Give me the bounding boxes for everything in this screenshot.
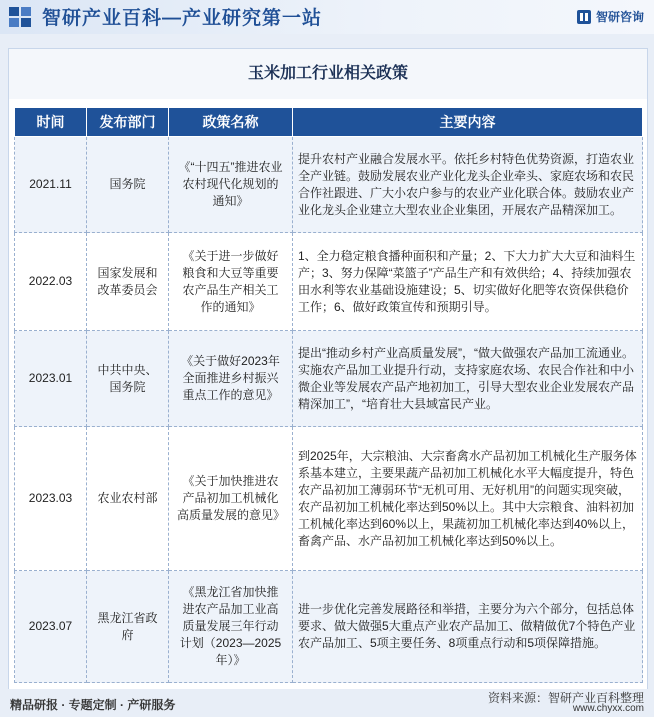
table-row [15, 571, 643, 683]
top-banner [0, 0, 654, 34]
cell-content: 进一步优化完善发展路径和举措，主要分为六个部分，包括总体要求、做大做强5大重点产业农产品加工、做精做优7个特色产业农产品加工、5项主要任务、8项重点行动和5项保障措施。 [293, 571, 643, 683]
cell-policy-name: 《关于做好2023年全面推进乡村振兴重点工作的意见》 [169, 331, 293, 427]
brand-name: 智研咨询 [595, 10, 644, 24]
cell-dept: 黑龙江省政府 [87, 571, 169, 683]
column-header-time: 时间 [15, 108, 87, 137]
cell-policy-name: 《黑龙江省加快推进农产品加工业高质量发展三年行动计划（2023—2025年）》 [169, 571, 293, 683]
cell-time: 2023.07 [15, 571, 87, 683]
table-row [15, 233, 643, 331]
table-header-row [15, 108, 643, 137]
card-title: 玉米加工行业相关政策 [9, 49, 647, 99]
cell-content: 1、全力稳定粮食播种面积和产量；2、下大力扩大大豆和油料生产；3、努力保障“菜篮子”产品生产和有效供给；4、持续加强农田水利等农业基础设施建设；5、切实做好化肥等农资保供稳价工作；6、做好政策宣传和预期引导。 [293, 233, 643, 331]
column-header-name: 政策名称 [169, 108, 293, 137]
brand[interactable] [576, 8, 644, 25]
cell-dept: 农业农村部 [87, 427, 169, 571]
cell-dept: 国务院 [87, 137, 169, 233]
cell-time: 2023.03 [15, 427, 87, 571]
cell-content: 到2025年，大宗粮油、大宗畜禽水产品初加工机械化生产服务体系基本建立，主要果蔬产品初加工机械化水平大幅度提升，特色农产品初加工薄弱环节“无机可用、无好机用”的问题实现突破，农产品初加工机械化率达到50%以上。其中大宗粮食、油料初加工机械化率达到60%以上，果蔬初加工机械化率达到40%以上，畜禽产品、水产品初加工机械化率达到50%以上。 [293, 427, 643, 571]
column-header-dept: 发布部门 [87, 108, 169, 137]
cell-time: 2021.11 [15, 137, 87, 233]
footer-services: 精品研报 · 专题定制 · 产研服务 [10, 698, 176, 712]
cell-policy-name: 《“十四五”推进农业农村现代化规划的通知》 [169, 137, 293, 233]
table-row [15, 427, 643, 571]
policy-table [14, 107, 643, 683]
policy-card [8, 48, 648, 690]
cell-dept: 中共中央、国务院 [87, 331, 169, 427]
footer-source: 资料来源：智研产业百科整理 [487, 691, 644, 705]
cell-policy-name: 《关于进一步做好粮食和大豆等重要农产品生产相关工作的通知》 [169, 233, 293, 331]
cell-content: 提升农村产业融合发展水平。依托乡村特色优势资源，打造农业全产业链。鼓励发展农业产业化龙头企业牵头、家庭农场和农民合作社跟进、广大小农户参与的农业产业化联合体。鼓励农业产业化龙头企业建立大型农业企业集团，开展农产品精深加工。 [293, 137, 643, 233]
cell-dept: 国家发展和改革委员会 [87, 233, 169, 331]
brand-logo-icon [576, 9, 592, 25]
column-header-content: 主要内容 [293, 108, 643, 137]
footer-url-link[interactable]: www.chyxx.com [572, 703, 644, 714]
banner-title: 智研产业百科—产业研究第一站 [42, 8, 323, 29]
table-row [15, 331, 643, 427]
cell-time: 2023.01 [15, 331, 87, 427]
cell-policy-name: 《关于加快推进农产品初加工机械化高质量发展的意见》 [169, 427, 293, 571]
footer [0, 689, 654, 717]
cell-time: 2022.03 [15, 233, 87, 331]
zhiyan-logo-icon [8, 5, 34, 29]
cell-content: 提出“推动乡村产业高质量发展”，“做大做强农产品加工流通业。实施农产品加工业提升行动，支持家庭农场、农民合作社和中小微企业等发展农产品产地初加工，引导大型农业企业发展农产品精深加工”，“培育壮大县域富民产业。 [293, 331, 643, 427]
table-row [15, 137, 643, 233]
